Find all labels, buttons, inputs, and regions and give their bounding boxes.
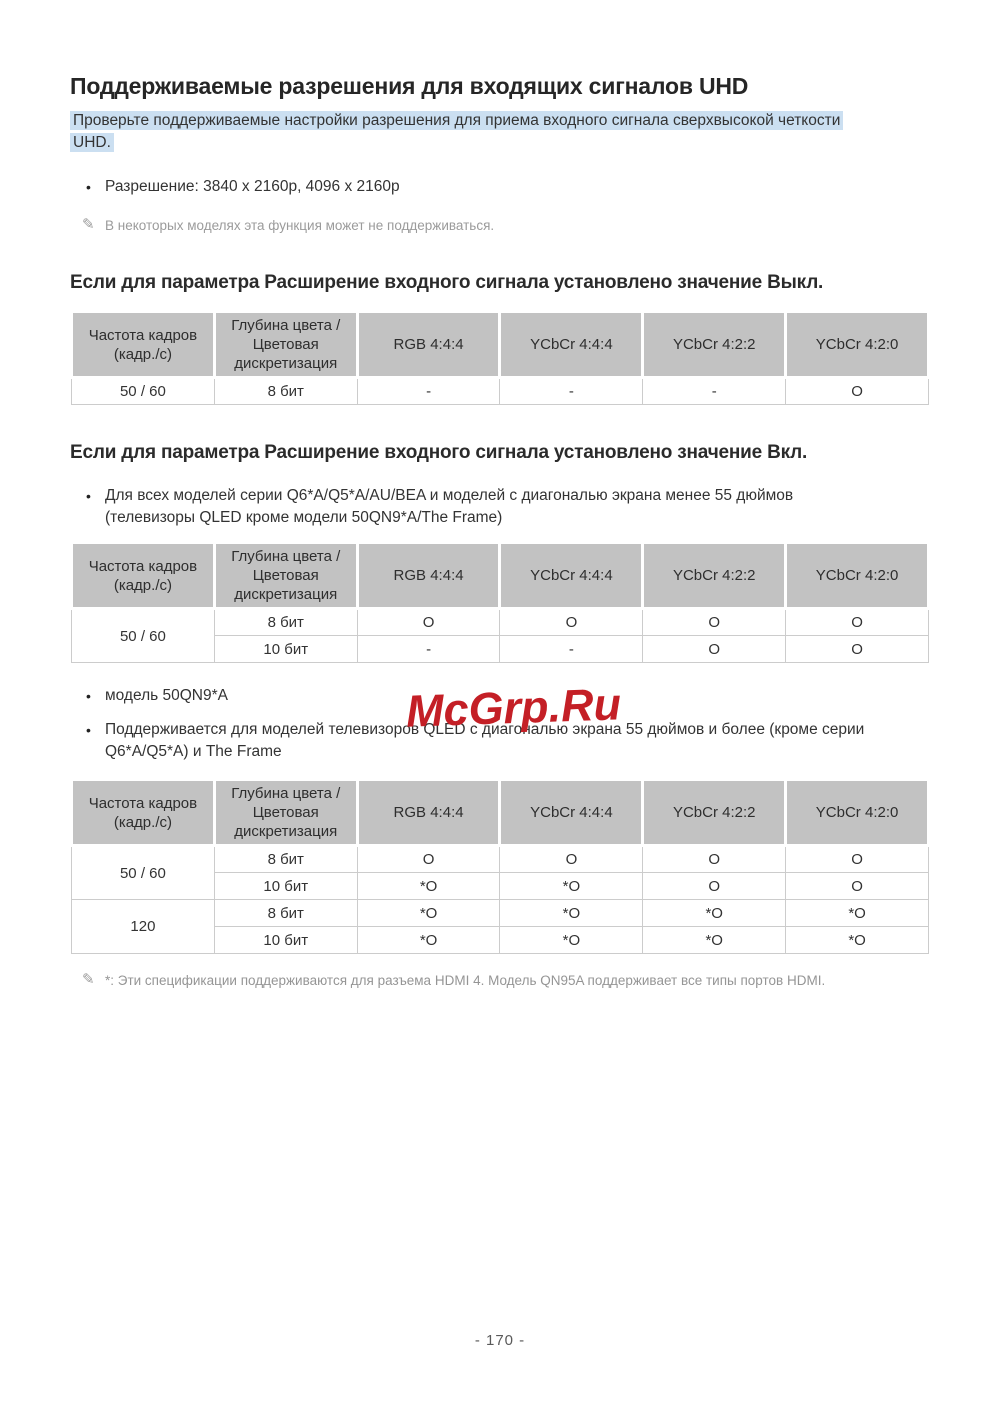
cell-ycbcr420: *O — [786, 927, 929, 954]
cell-ycbcr444: *O — [500, 900, 643, 927]
cell-color-depth: 10 бит — [214, 636, 357, 663]
bullet-models-large-text: Поддерживается для моделей телевизоров QLED с диагональю экрана 55 дюймов и более (кроме серии Q6*A/Q5*A) и The Frame — [105, 721, 865, 760]
note-hdmi-footnote — [70, 971, 930, 990]
cell-ycbcr422: O — [643, 609, 786, 636]
column-header-color-depth: Глубина цвета / Цветовая дискретизация — [214, 543, 357, 609]
column-header-ycbcr444: YCbCr 4:4:4 — [500, 312, 643, 378]
cell-rgb444: *O — [357, 873, 500, 900]
cell-ycbcr420: O — [786, 846, 929, 873]
cell-ycbcr422: *O — [643, 927, 786, 954]
bullet-model-50qn9-text: модель 50QN9*A — [105, 687, 228, 704]
intro-highlighted-text: Проверьте поддерживаемые настройки разрешения для приема входного сигнала сверхвысокой четкости UHD. — [70, 111, 843, 152]
column-header-ycbcr422: YCbCr 4:2:2 — [643, 312, 786, 378]
column-header-frame-rate: Частота кадров (кадр./с) — [72, 780, 215, 846]
cell-ycbcr422: *O — [643, 900, 786, 927]
bullet-models-small-text: Для всех моделей серии Q6*A/Q5*A/AU/BEA и моделей с диагональю экрана менее 55 дюймов (телевизоры QLED кроме модели 50QN9*A/The Frame) — [105, 487, 794, 526]
bullet-resolution-text: Разрешение: 3840 x 2160p, 4096 x 2160p — [105, 178, 400, 195]
bullet-models-small — [70, 485, 930, 529]
bullet-dot-icon: • — [86, 179, 91, 195]
cell-color-depth: 8 бит — [214, 609, 357, 636]
table-row — [72, 609, 929, 636]
column-header-color-depth: Глубина цвета / Цветовая дискретизация — [214, 312, 357, 378]
column-header-rgb444: RGB 4:4:4 — [357, 312, 500, 378]
cell-color-depth: 10 бит — [214, 873, 357, 900]
note-model-support — [70, 216, 930, 235]
bullet-dot-icon: • — [86, 722, 91, 738]
cell-rgb444: O — [357, 846, 500, 873]
cell-rgb444: *O — [357, 927, 500, 954]
column-header-ycbcr444: YCbCr 4:4:4 — [500, 543, 643, 609]
page-number: - 170 - — [474, 1332, 526, 1349]
cell-frame-rate: 50 / 60 — [72, 609, 215, 663]
column-header-rgb444: RGB 4:4:4 — [357, 780, 500, 846]
cell-frame-rate: 120 — [72, 900, 215, 954]
cell-ycbcr444: *O — [500, 927, 643, 954]
cell-color-depth: 8 бит — [214, 900, 357, 927]
cell-ycbcr420: *O — [786, 900, 929, 927]
cell-rgb444: - — [357, 378, 500, 405]
cell-ycbcr422: O — [643, 636, 786, 663]
cell-ycbcr444: O — [500, 846, 643, 873]
cell-color-depth: 10 бит — [214, 927, 357, 954]
bullet-resolution — [70, 176, 930, 198]
cell-ycbcr444: *O — [500, 873, 643, 900]
column-header-ycbcr422: YCbCr 4:2:2 — [643, 780, 786, 846]
pencil-icon: ✎ — [82, 216, 95, 233]
column-header-ycbcr444: YCbCr 4:4:4 — [500, 780, 643, 846]
intro-paragraph — [70, 110, 868, 154]
bullet-dot-icon: • — [86, 488, 91, 504]
section-heading-signal-plus-on: Если для параметра Расширение входного сигнала установлено значение Вкл. — [70, 442, 808, 463]
column-header-ycbcr420: YCbCr 4:2:0 — [786, 543, 929, 609]
cell-frame-rate: 50 / 60 — [72, 378, 215, 405]
page-title: Поддерживаемые разрешения для входящих сигналов UHD — [70, 73, 749, 99]
cell-rgb444: *O — [357, 900, 500, 927]
table-header-row — [72, 780, 929, 846]
column-header-ycbcr420: YCbCr 4:2:0 — [786, 312, 929, 378]
uhd-table-signal-plus-on-large — [70, 778, 930, 954]
cell-ycbcr422: O — [643, 873, 786, 900]
cell-ycbcr422: - — [643, 378, 786, 405]
cell-ycbcr444: - — [500, 636, 643, 663]
pencil-icon: ✎ — [82, 971, 95, 988]
cell-color-depth: 8 бит — [214, 846, 357, 873]
column-header-ycbcr420: YCbCr 4:2:0 — [786, 780, 929, 846]
table-row — [72, 846, 929, 873]
section-heading-signal-plus-off: Если для параметра Расширение входного сигнала установлено значение Выкл. — [70, 272, 824, 293]
watermark: McGrp.Ru — [405, 678, 622, 737]
table-header-row — [72, 543, 929, 609]
bullet-models-large — [70, 719, 930, 763]
table-row — [72, 900, 929, 927]
table-header-row — [72, 312, 929, 378]
cell-rgb444: O — [357, 609, 500, 636]
cell-ycbcr420: O — [786, 636, 929, 663]
uhd-table-signal-plus-on-small — [70, 541, 930, 663]
cell-ycbcr444: O — [500, 609, 643, 636]
cell-ycbcr420: O — [786, 873, 929, 900]
cell-ycbcr444: - — [500, 378, 643, 405]
cell-ycbcr420: O — [786, 378, 929, 405]
footnote-text: *: Эти спецификации поддерживаются для разъема HDMI 4. Модель QN95A поддерживает все типы портов HDMI. — [105, 973, 826, 988]
table-row — [72, 378, 929, 405]
bullet-model-50qn9 — [70, 685, 930, 707]
column-header-ycbcr422: YCbCr 4:2:2 — [643, 543, 786, 609]
column-header-color-depth: Глубина цвета / Цветовая дискретизация — [214, 780, 357, 846]
uhd-table-signal-plus-off — [70, 310, 930, 405]
cell-color-depth: 8 бит — [214, 378, 357, 405]
cell-rgb444: - — [357, 636, 500, 663]
cell-frame-rate: 50 / 60 — [72, 846, 215, 900]
bullet-dot-icon: • — [86, 688, 91, 704]
column-header-rgb444: RGB 4:4:4 — [357, 543, 500, 609]
column-header-frame-rate: Частота кадров (кадр./с) — [72, 312, 215, 378]
note-text: В некоторых моделях эта функция может не поддерживаться. — [105, 218, 495, 233]
column-header-frame-rate: Частота кадров (кадр./с) — [72, 543, 215, 609]
cell-ycbcr420: O — [786, 609, 929, 636]
cell-ycbcr422: O — [643, 846, 786, 873]
